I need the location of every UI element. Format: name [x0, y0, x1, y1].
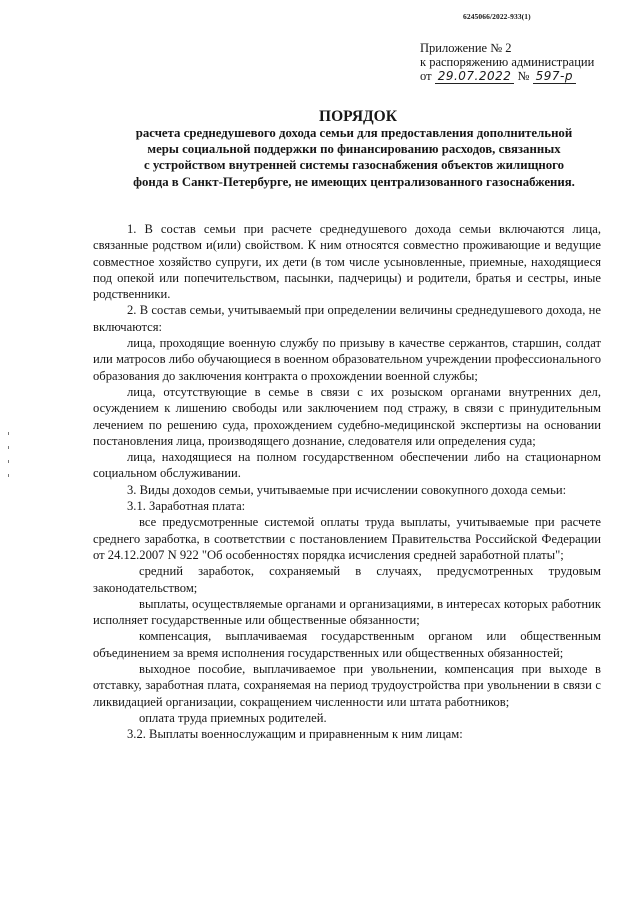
- paragraph-3: 3. Виды доходов семьи, учитываемые при исчислении совокупного дохода семьи:: [127, 482, 567, 497]
- paragraph-3-2: 3.2. Выплаты военнослужащим и приравненным к ним лицам:: [127, 727, 463, 742]
- paragraph-2-item-state-support: лица, находящиеся на полном государственном обеспечении либо на стационарном социальном обслуживании.: [93, 450, 601, 481]
- document-body: [93, 221, 601, 743]
- paragraph-2: 2. В состав семьи, учитываемый при определении величины среднедушевого дохода, не включаются:: [93, 303, 601, 334]
- document-number: 6245066/2022-933(1): [463, 12, 531, 21]
- appendix-title: Приложение № 2: [420, 41, 512, 55]
- date-prefix: от: [420, 69, 432, 83]
- appendix-date-line: [420, 69, 630, 83]
- subtitle-line: расчета среднедушевого дохода семьи для предоставления дополнительной: [135, 126, 573, 140]
- number-prefix: №: [517, 69, 530, 83]
- document-subtitle: [96, 125, 612, 190]
- handwritten-date: 29.07.2022: [435, 69, 515, 84]
- subtitle-line: меры социальной поддержки по финансированию расходов, связанных: [147, 142, 561, 157]
- paragraph-3-1-item-duties: выплаты, осуществляемые органами и организациями, в интересах которых работник исполняет государственные или общественные обязанности;: [93, 596, 601, 628]
- handwritten-number: 597-р: [533, 69, 576, 84]
- paragraph-2-item-military: лица, проходящие военную службу по призыву в качестве сержантов, старшин, солдат или матросов либо обучающиеся в военном образовательном учреждении профессионального образования до заключения контракта о прохождении военной службы;: [93, 336, 601, 383]
- subtitle-line: фонда в Санкт-Петербурге, не имеющих централизованного газоснабжения.: [133, 174, 575, 189]
- paragraph-3-1-item-payments: все предусмотренные системой оплаты труда выплаты, учитываемые при расчете среднего заработка, в соответствии с постановлением Правительства Российской Федерации от 24.12.2007 N 922 "Об особенностях порядка исчисления средней заработной платы";: [93, 515, 601, 562]
- appendix-block: [420, 41, 630, 83]
- paragraph-1: 1. В состав семьи при расчете среднедушевого дохода семьи включаются лица, связанные родством и(или) свойством. К ним относятся совместно проживающие и ведущие совместное хозяйство супруги, их дети (в том числе усыновленные, приемные, находящиеся под опекой или попечительством, пасынки, падчерицы) и родители, братья и сестры, иные родственники.: [93, 222, 601, 302]
- paragraph-3-1-item-average-earnings: средний заработок, сохраняемый в случаях, предусмотренных трудовым законодательством;: [93, 564, 601, 595]
- paragraph-3-1: 3.1. Заработная плата:: [127, 499, 246, 514]
- paragraph-3-1-item-foster-parents: оплата труда приемных родителей.: [139, 710, 327, 725]
- paragraph-3-1-item-severance: выходное пособие, выплачиваемое при увольнении, компенсация при выходе в отставку, заработная плата, сохраняемая на период трудоустройства при увольнении в связи с ликвидацией организации, сокращением численности или штата работников;: [93, 662, 601, 709]
- document-title: ПОРЯДОК: [319, 108, 397, 125]
- paragraph-3-1-item-compensation: компенсация, выплачиваемая государственным органом или общественным объединением за время исполнения государственных или общественных обязанностей;: [93, 629, 601, 660]
- subtitle-line: с устройством внутренней системы газоснабжения объектов жилищного: [143, 158, 565, 173]
- margin-marks: [8, 432, 10, 492]
- appendix-reference: к распоряжению администрации: [420, 55, 595, 69]
- paragraph-2-item-absent: лица, отсутствующие в семье в связи с их розыском органами внутренних дел, осуждением к лишению свободы или заключением под стражу, в связи с принудительным лечением по решению суда, прохождением судебно-медицинской экспертизы на основании постановления лица, производящего дознание, следователя или определения суда;: [93, 384, 601, 448]
